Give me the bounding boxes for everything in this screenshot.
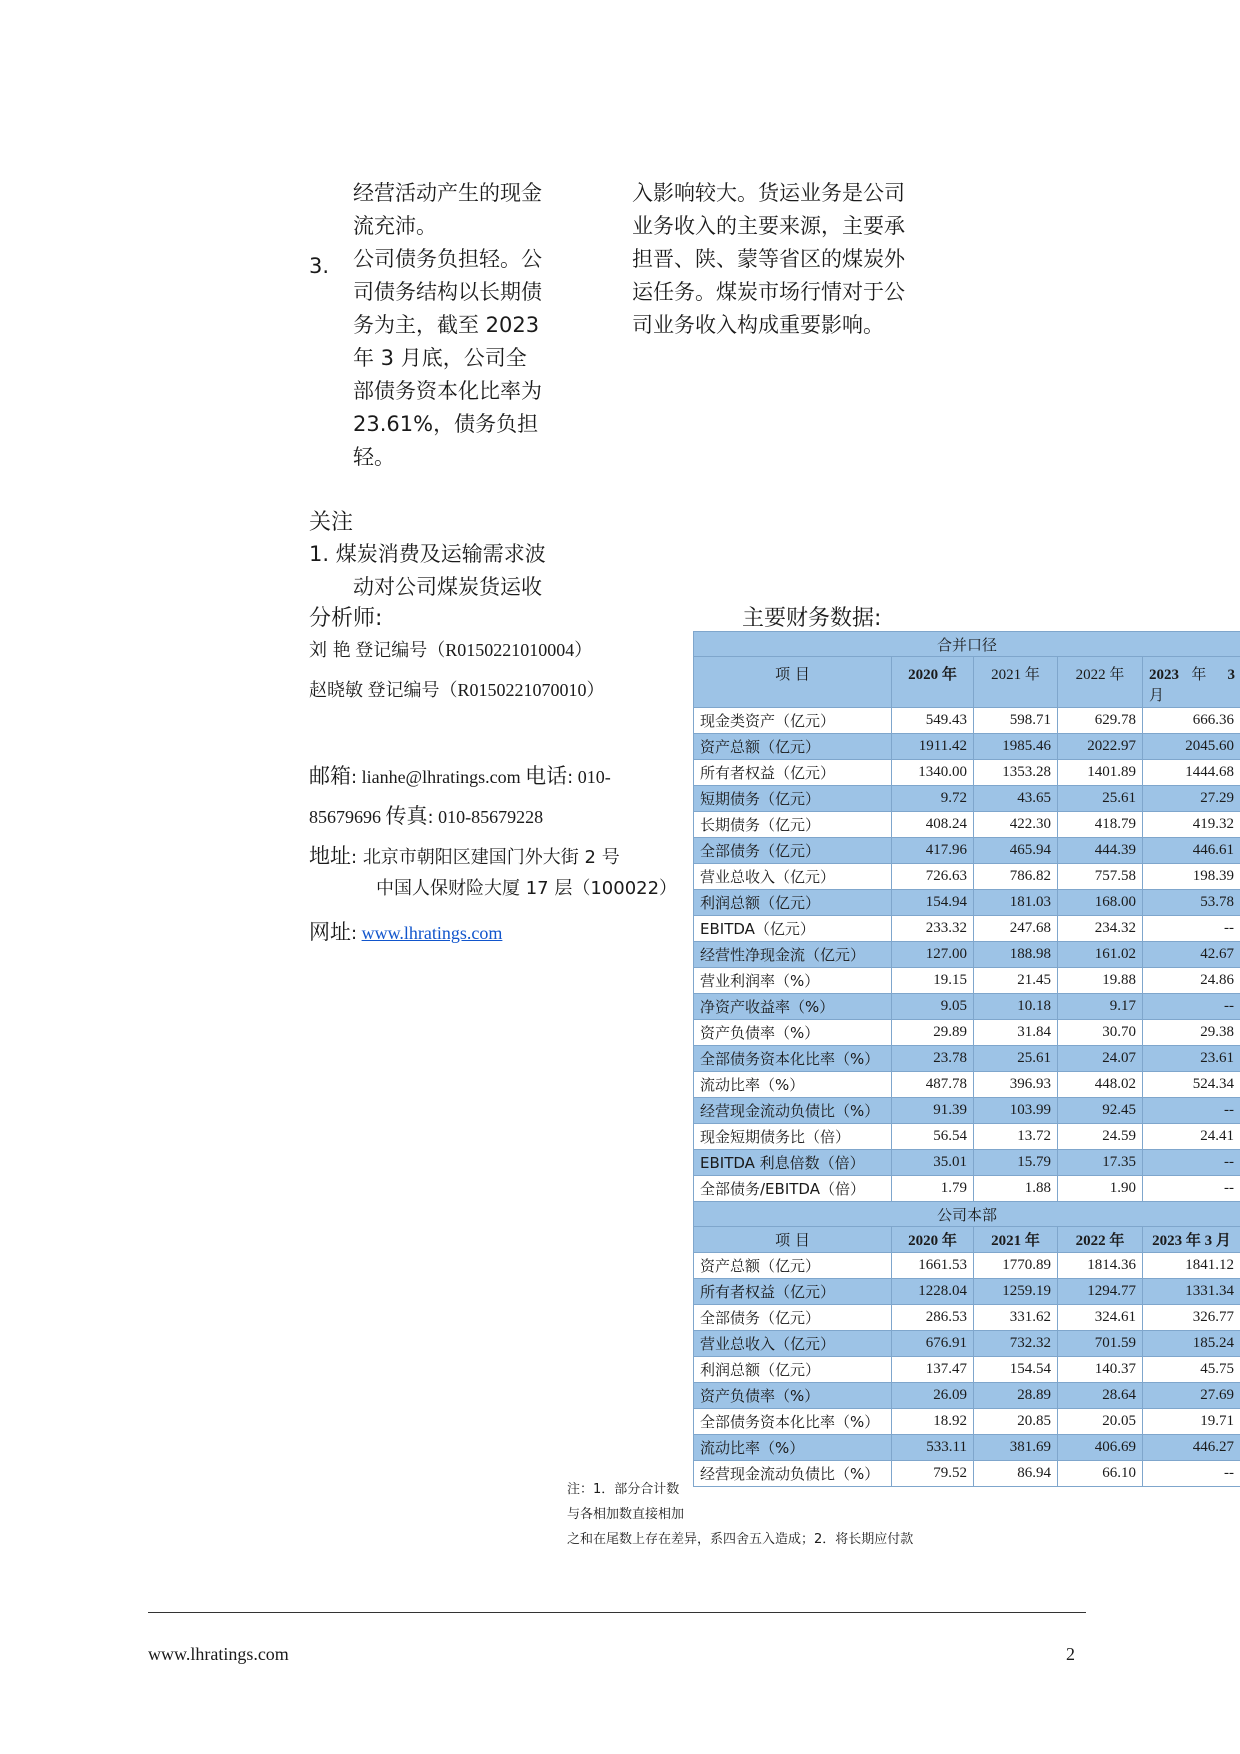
cell-value: 42.67 — [1143, 942, 1240, 968]
analyst-heading: 分析师: — [309, 606, 383, 631]
cell-value: 181.03 — [974, 890, 1058, 916]
analyst-id-label: 登记编号 — [367, 680, 440, 701]
website-line: 网址: www.lhratings.com — [309, 920, 503, 944]
cell-value: 45.75 — [1143, 1357, 1240, 1383]
cell-value: 487.78 — [892, 1072, 974, 1098]
footer-divider — [148, 1612, 1086, 1613]
table-row — [694, 1461, 1240, 1487]
cell-value: 13.72 — [974, 1124, 1058, 1150]
cell-value: 1444.68 — [1143, 760, 1240, 786]
column-header: 2021 年 — [974, 657, 1058, 708]
cell-value: 1841.12 — [1143, 1253, 1240, 1279]
cell-value: 21.45 — [974, 968, 1058, 994]
table-row — [694, 1305, 1240, 1331]
address-line-2: 中国人保财险大厦 17 层（100022） — [376, 878, 678, 899]
row-label: 营业利润率（%） — [694, 968, 892, 994]
cell-value: 26.09 — [892, 1383, 974, 1409]
cell-value: 326.77 — [1143, 1305, 1240, 1331]
overview-line: 入影响较大。货运业务是公司 — [632, 181, 905, 205]
cell-value: 140.37 — [1058, 1357, 1143, 1383]
cell-value: 726.63 — [892, 864, 974, 890]
cell-value: 247.68 — [974, 916, 1058, 942]
page-number: 2 — [1066, 1644, 1075, 1664]
item3-line: 司债务结构以长期债 — [353, 280, 542, 304]
table-row — [694, 1046, 1240, 1072]
cell-value: 549.43 — [892, 708, 974, 734]
table-row — [694, 968, 1240, 994]
cell-value: 18.92 — [892, 1409, 974, 1435]
table-row — [694, 1098, 1240, 1124]
cell-value: 56.54 — [892, 1124, 974, 1150]
cell-value: 1331.34 — [1143, 1279, 1240, 1305]
cell-value: 1814.36 — [1058, 1253, 1143, 1279]
cell-value: 381.69 — [974, 1435, 1058, 1461]
address-label: 地址 — [309, 844, 351, 868]
cell-value: 1911.42 — [892, 734, 974, 760]
cell-value: 1.90 — [1058, 1176, 1143, 1202]
row-label: 利润总额（亿元） — [694, 890, 892, 916]
phone-value: 010- — [577, 767, 611, 787]
analyst-entry — [309, 636, 592, 662]
table-row — [694, 812, 1240, 838]
table-row — [694, 1331, 1240, 1357]
contact-line: 85679696 传真: 010-85679228 — [309, 804, 544, 828]
cell-value: 1294.77 — [1058, 1279, 1143, 1305]
row-label: 利润总额（亿元） — [694, 1357, 892, 1383]
row-label: 流动比率（%） — [694, 1072, 892, 1098]
email-value[interactable]: lianhe@lhratings.com — [361, 767, 521, 787]
cell-value: 1770.89 — [974, 1253, 1058, 1279]
overview-line: 运任务。煤炭市场行情对于公 — [632, 280, 905, 304]
item3-line: 年 3 月底，公司全 — [353, 346, 527, 370]
footer-url: www.lhratings.com — [148, 1644, 289, 1664]
cell-value: 92.45 — [1058, 1098, 1143, 1124]
cell-value: 20.05 — [1058, 1409, 1143, 1435]
cell-value: 732.32 — [974, 1331, 1058, 1357]
row-label: 现金类资产（亿元） — [694, 708, 892, 734]
cell-value: 137.47 — [892, 1357, 974, 1383]
analyst-name: 赵晓敏 — [309, 680, 363, 701]
row-label: 全部债务（亿元） — [694, 838, 892, 864]
analyst-name: 刘 艳 — [309, 640, 351, 661]
cell-value: 396.93 — [974, 1072, 1058, 1098]
cell-value: 1228.04 — [892, 1279, 974, 1305]
cell-value: 24.07 — [1058, 1046, 1143, 1072]
row-label: 营业总收入（亿元） — [694, 1331, 892, 1357]
analyst-id: （R0150221010004） — [427, 640, 593, 660]
item3-line: 23.61%，债务负担 — [353, 412, 539, 436]
item3-line: 公司债务负担轻。公 — [353, 247, 542, 271]
overview-line: 业务收入的主要来源，主要承 — [632, 214, 905, 238]
row-label: 净资产收益率（%） — [694, 994, 892, 1020]
column-header: 2021 年 — [974, 1227, 1058, 1253]
column-header: 2020 年 — [892, 657, 974, 708]
cell-value: 666.36 — [1143, 708, 1240, 734]
item2-tail-line: 流充沛。 — [353, 214, 437, 238]
analyst-id-label: 登记编号 — [355, 640, 428, 661]
table-row — [694, 786, 1240, 812]
cell-value: 9.72 — [892, 786, 974, 812]
table-row — [694, 760, 1240, 786]
cell-value: 29.89 — [892, 1020, 974, 1046]
cell-value: 1.79 — [892, 1176, 974, 1202]
cell-value: 2022.97 — [1058, 734, 1143, 760]
cell-value: -- — [1143, 1098, 1240, 1124]
row-label: 所有者权益（亿元） — [694, 1279, 892, 1305]
cell-value: 188.98 — [974, 942, 1058, 968]
strengths-column — [353, 177, 553, 474]
table-row — [694, 916, 1240, 942]
cell-value: 103.99 — [974, 1098, 1058, 1124]
phone-label: 电话 — [525, 764, 568, 788]
overview-line: 司业务收入构成重要影响。 — [632, 313, 884, 337]
cell-value: 465.94 — [974, 838, 1058, 864]
cell-value: 31.84 — [974, 1020, 1058, 1046]
fax-value: 010-85679228 — [438, 807, 544, 827]
cell-value: 19.88 — [1058, 968, 1143, 994]
table-row — [694, 1357, 1240, 1383]
table-row — [694, 1124, 1240, 1150]
cell-value: 524.34 — [1143, 1072, 1240, 1098]
address-line: 地址: 北京市朝阳区建国门外大街 2 号 — [309, 844, 620, 868]
focus-item — [309, 538, 554, 604]
cell-value: 15.79 — [974, 1150, 1058, 1176]
item2-tail-line: 经营活动产生的现金 — [353, 181, 542, 205]
cell-value: 28.64 — [1058, 1383, 1143, 1409]
table-row — [694, 1176, 1240, 1202]
contact-line: 邮箱: lianhe@lhratings.com 电话: 010- — [309, 764, 611, 788]
cell-value: 28.89 — [974, 1383, 1058, 1409]
section-label: 公司本部 — [694, 1202, 1240, 1227]
cell-value: 1.88 — [974, 1176, 1058, 1202]
cell-value: 422.30 — [974, 812, 1058, 838]
cell-value: 127.00 — [892, 942, 974, 968]
cell-value: -- — [1143, 1176, 1240, 1202]
cell-value: 53.78 — [1143, 890, 1240, 916]
row-label: 流动比率（%） — [694, 1435, 892, 1461]
cell-value: 331.62 — [974, 1305, 1058, 1331]
cell-value: -- — [1143, 1461, 1240, 1487]
row-label: 经营性净现金流（亿元） — [694, 942, 892, 968]
row-label: 长期债务（亿元） — [694, 812, 892, 838]
row-label: 短期债务（亿元） — [694, 786, 892, 812]
row-label: 现金短期债务比（倍） — [694, 1124, 892, 1150]
column-header: 2022 年 — [1058, 1227, 1143, 1253]
cell-value: 1401.89 — [1058, 760, 1143, 786]
cell-value: 25.61 — [1058, 786, 1143, 812]
cell-value: 20.85 — [974, 1409, 1058, 1435]
cell-value: 324.61 — [1058, 1305, 1143, 1331]
financial-data-title: 主要财务数据: — [742, 606, 882, 631]
cell-value: 86.94 — [974, 1461, 1058, 1487]
table-row — [694, 1279, 1240, 1305]
cell-value: 24.59 — [1058, 1124, 1143, 1150]
item3-number: 3. — [309, 254, 330, 278]
cell-value: 598.71 — [974, 708, 1058, 734]
cell-value: 25.61 — [974, 1046, 1058, 1072]
row-label: 全部债务（亿元） — [694, 1305, 892, 1331]
cell-value: 79.52 — [892, 1461, 974, 1487]
email-label: 邮箱 — [309, 764, 351, 788]
cell-value: 66.10 — [1058, 1461, 1143, 1487]
analyst-entry — [309, 676, 605, 702]
row-label: 经营现金流动负债比（%） — [694, 1461, 892, 1487]
website-label: 网址 — [309, 920, 351, 944]
row-label: 资产负债率（%） — [694, 1020, 892, 1046]
cell-value: 786.82 — [974, 864, 1058, 890]
table-note: 与各相加数直接相加 — [567, 1507, 685, 1522]
focus-item-line: 1. 煤炭消费及运输需求波 — [309, 542, 546, 566]
column-header: 2020 年 — [892, 1227, 974, 1253]
column-header: 项 目 — [694, 1227, 892, 1253]
cell-value: 24.41 — [1143, 1124, 1240, 1150]
table-row — [694, 864, 1240, 890]
table-note: 注：1．部分合计数 — [567, 1482, 680, 1497]
table-row — [694, 1072, 1240, 1098]
cell-value: 168.00 — [1058, 890, 1143, 916]
phone-value-cont: 85679696 — [309, 807, 381, 827]
table-row — [694, 942, 1240, 968]
column-header: 2022 年 — [1058, 657, 1143, 708]
table-row — [694, 1253, 1240, 1279]
cell-value: 23.78 — [892, 1046, 974, 1072]
table-row — [694, 708, 1240, 734]
cell-value: 448.02 — [1058, 1072, 1143, 1098]
address-value: 北京市朝阳区建国门外大街 2 号 — [362, 847, 620, 868]
focus-heading: 关注 — [309, 510, 354, 535]
table-row — [694, 1150, 1240, 1176]
cell-value: 1661.53 — [892, 1253, 974, 1279]
financial-data-table — [693, 631, 1240, 1487]
cell-value: 757.58 — [1058, 864, 1143, 890]
table-note: 之和在尾数上存在差异，系四舍五入造成；2．将长期应付款 — [567, 1532, 914, 1547]
cell-value: 233.32 — [892, 916, 974, 942]
overview-line: 担晋、陕、蒙等省区的煤炭外 — [632, 247, 905, 271]
analyst-id: （R0150221070010） — [439, 680, 605, 700]
table-row — [694, 890, 1240, 916]
cell-value: 419.32 — [1143, 812, 1240, 838]
row-label: 资产总额（亿元） — [694, 1253, 892, 1279]
cell-value: 446.27 — [1143, 1435, 1240, 1461]
table-row — [694, 1383, 1240, 1409]
cell-value: 185.24 — [1143, 1331, 1240, 1357]
cell-value: 406.69 — [1058, 1435, 1143, 1461]
fax-label: 传真 — [385, 804, 428, 828]
table-row — [694, 1409, 1240, 1435]
cell-value: 1340.00 — [892, 760, 974, 786]
cell-value: -- — [1143, 916, 1240, 942]
cell-value: 154.54 — [974, 1357, 1058, 1383]
column-header: 2023 年 3 月 — [1143, 1227, 1240, 1253]
cell-value: 29.38 — [1143, 1020, 1240, 1046]
cell-value: 198.39 — [1143, 864, 1240, 890]
cell-value: 19.15 — [892, 968, 974, 994]
cell-value: 444.39 — [1058, 838, 1143, 864]
row-label: EBITDA 利息倍数（倍） — [694, 1150, 892, 1176]
item3-line: 部债务资本化比率为 — [353, 379, 542, 403]
item3-line: 务为主，截至 2023 — [353, 313, 540, 337]
cell-value: 2045.60 — [1143, 734, 1240, 760]
cell-value: 10.18 — [974, 994, 1058, 1020]
row-label: 所有者权益（亿元） — [694, 760, 892, 786]
row-label: 全部债务/EBITDA（倍） — [694, 1176, 892, 1202]
cell-value: 1259.19 — [974, 1279, 1058, 1305]
cell-value: 17.35 — [1058, 1150, 1143, 1176]
cell-value: -- — [1143, 994, 1240, 1020]
cell-value: 27.69 — [1143, 1383, 1240, 1409]
cell-value: 91.39 — [892, 1098, 974, 1124]
table-row — [694, 1435, 1240, 1461]
table-row — [694, 734, 1240, 760]
column-header: 项 目 — [694, 657, 892, 708]
cell-value: 27.29 — [1143, 786, 1240, 812]
row-label: 资产总额（亿元） — [694, 734, 892, 760]
cell-value: 161.02 — [1058, 942, 1143, 968]
item3-line: 轻。 — [353, 445, 395, 469]
cell-value: 629.78 — [1058, 708, 1143, 734]
overview-column — [632, 177, 924, 342]
table-row — [694, 838, 1240, 864]
cell-value: 234.32 — [1058, 916, 1143, 942]
row-label: 全部债务资本化比率（%） — [694, 1409, 892, 1435]
row-label: 全部债务资本化比率（%） — [694, 1046, 892, 1072]
cell-value: 408.24 — [892, 812, 974, 838]
focus-item-line: 动对公司煤炭货运收 — [353, 575, 542, 599]
section-label: 合并口径 — [694, 632, 1240, 657]
row-label: 资产负债率（%） — [694, 1383, 892, 1409]
cell-value: 154.94 — [892, 890, 974, 916]
cell-value: 533.11 — [892, 1435, 974, 1461]
cell-value: -- — [1143, 1150, 1240, 1176]
cell-value: 676.91 — [892, 1331, 974, 1357]
cell-value: 1985.46 — [974, 734, 1058, 760]
cell-value: 446.61 — [1143, 838, 1240, 864]
row-label: 营业总收入（亿元） — [694, 864, 892, 890]
table-row — [694, 994, 1240, 1020]
cell-value: 30.70 — [1058, 1020, 1143, 1046]
column-header: 2023 年 3 月 — [1143, 657, 1240, 708]
cell-value: 418.79 — [1058, 812, 1143, 838]
website-link[interactable]: www.lhratings.com — [361, 923, 503, 943]
cell-value: 43.65 — [974, 786, 1058, 812]
cell-value: 35.01 — [892, 1150, 974, 1176]
cell-value: 701.59 — [1058, 1331, 1143, 1357]
row-label: 经营现金流动负债比（%） — [694, 1098, 892, 1124]
cell-value: 19.71 — [1143, 1409, 1240, 1435]
table-row — [694, 1020, 1240, 1046]
cell-value: 23.61 — [1143, 1046, 1240, 1072]
row-label: EBITDA（亿元） — [694, 916, 892, 942]
cell-value: 9.05 — [892, 994, 974, 1020]
cell-value: 1353.28 — [974, 760, 1058, 786]
cell-value: 286.53 — [892, 1305, 974, 1331]
cell-value: 417.96 — [892, 838, 974, 864]
cell-value: 24.86 — [1143, 968, 1240, 994]
cell-value: 9.17 — [1058, 994, 1143, 1020]
